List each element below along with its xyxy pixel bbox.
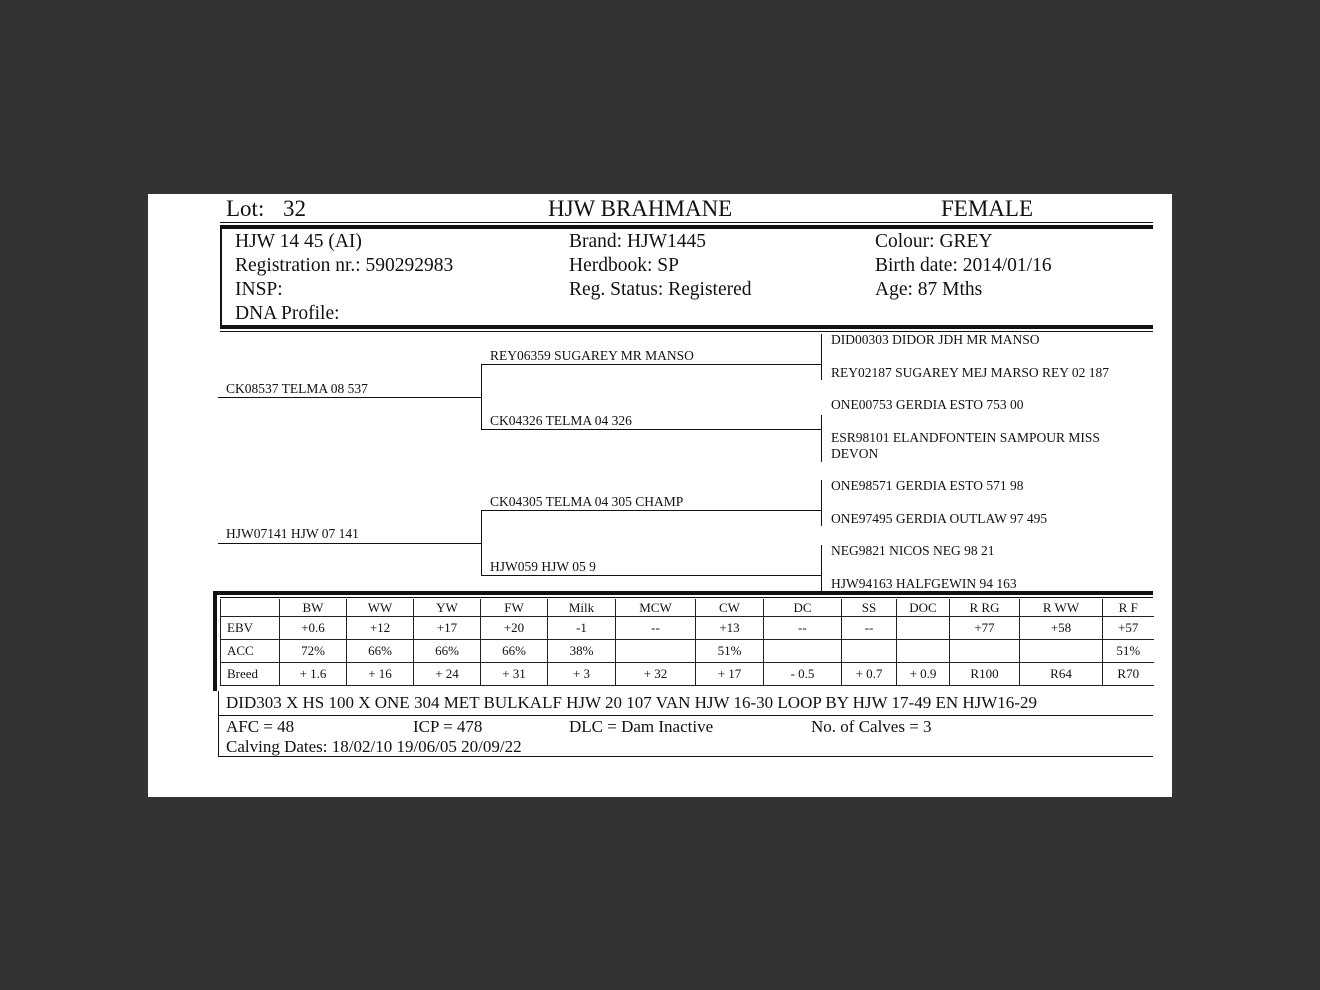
dlc-field: DLC = Dam Inactive bbox=[569, 717, 714, 736]
dam-name: HJW07141 HJW 07 141 bbox=[226, 526, 359, 541]
ebv-cell: + 16 bbox=[347, 663, 414, 686]
ped-line-ss bbox=[481, 364, 821, 365]
remarks-rule bbox=[218, 715, 1153, 716]
reg-status-field: Reg. Status: Registered bbox=[569, 279, 752, 300]
ped-line-dd bbox=[481, 575, 821, 576]
ebv-row bbox=[221, 617, 1154, 640]
info-rule-thick bbox=[220, 325, 1153, 329]
ebv-cell: +57 bbox=[1103, 617, 1154, 640]
dam-dam-name: HJW059 HJW 05 9 bbox=[490, 559, 596, 574]
ebv-cell: 66% bbox=[481, 640, 548, 663]
ebv-cell: +13 bbox=[696, 617, 764, 640]
dam-sire-name: CK04305 TELMA 04 305 CHAMP bbox=[490, 494, 684, 509]
sire-dam-name: CK04326 TELMA 04 326 bbox=[490, 413, 632, 428]
ebv-cell bbox=[842, 640, 897, 663]
ebv-cell: EBV bbox=[221, 617, 280, 640]
ebv-header-cell: R WW bbox=[1020, 599, 1103, 617]
ebv-cell bbox=[616, 640, 696, 663]
ebv-cell: ACC bbox=[221, 640, 280, 663]
herdbook-field: Herdbook: SP bbox=[569, 255, 679, 276]
ebv-header-row bbox=[221, 599, 1154, 617]
ped-bracket-sire bbox=[481, 364, 482, 430]
ebv-cell: + 24 bbox=[414, 663, 481, 686]
lot-label: Lot: bbox=[226, 196, 265, 221]
ebv-cell: +0.6 bbox=[280, 617, 347, 640]
ped-line-sire bbox=[218, 397, 481, 398]
ebv-cell: + 0.9 bbox=[897, 663, 950, 686]
ebv-header-cell: R F bbox=[1103, 599, 1154, 617]
ebv-cell bbox=[897, 640, 950, 663]
ebv-row bbox=[221, 640, 1154, 663]
ebv-cell: R70 bbox=[1103, 663, 1154, 686]
ebv-cell: 66% bbox=[347, 640, 414, 663]
ebv-left-border bbox=[213, 591, 217, 691]
ebv-rule-thin bbox=[220, 597, 1153, 598]
age-field: Age: 87 Mths bbox=[875, 279, 983, 300]
ebv-cell: 51% bbox=[696, 640, 764, 663]
ebv-cell: -1 bbox=[548, 617, 616, 640]
ped-line-ds bbox=[481, 510, 821, 511]
calves-field: No. of Calves = 3 bbox=[811, 717, 932, 736]
ebv-header-cell: WW bbox=[347, 599, 414, 617]
header-rule-thin bbox=[220, 222, 1153, 223]
ebv-header-cell: Milk bbox=[548, 599, 616, 617]
ped-line-sd bbox=[481, 429, 821, 430]
footer-rule bbox=[218, 756, 1153, 757]
ebv-cell: 38% bbox=[548, 640, 616, 663]
icp-field: ICP = 478 bbox=[413, 717, 483, 736]
ebv-header-cell: BW bbox=[280, 599, 347, 617]
ebv-cell: -- bbox=[842, 617, 897, 640]
ebv-cell bbox=[950, 640, 1020, 663]
ebv-body bbox=[221, 599, 1154, 686]
ebv-cell: + 32 bbox=[616, 663, 696, 686]
ebv-header-cell: FW bbox=[481, 599, 548, 617]
ebv-cell: + 1.6 bbox=[280, 663, 347, 686]
ebv-cell: -- bbox=[764, 617, 842, 640]
ebv-cell bbox=[897, 617, 950, 640]
header-rule-thick bbox=[220, 225, 1153, 229]
ebv-cell: -- bbox=[616, 617, 696, 640]
ebv-header-cell bbox=[221, 599, 280, 617]
animal-name: HJW BRAHMANE bbox=[548, 196, 733, 221]
sire-name: CK08537 TELMA 08 537 bbox=[226, 381, 368, 396]
ggp-8: HJW94163 HALFGEWIN 94 163 bbox=[831, 576, 1017, 591]
ebv-header-cell: R RG bbox=[950, 599, 1020, 617]
animal-id: HJW 14 45 (AI) bbox=[235, 231, 362, 252]
ebv-cell: 72% bbox=[280, 640, 347, 663]
ggp-7: NEG9821 NICOS NEG 98 21 bbox=[831, 543, 995, 558]
ebv-cell: 66% bbox=[414, 640, 481, 663]
ggp-2: REY02187 SUGAREY MEJ MARSO REY 02 187 bbox=[831, 365, 1110, 380]
ebv-cell: R64 bbox=[1020, 663, 1103, 686]
ebv-cell bbox=[1020, 640, 1103, 663]
ebv-cell: + 17 bbox=[696, 663, 764, 686]
info-left-border bbox=[220, 228, 222, 328]
ebv-header-cell: DC bbox=[764, 599, 842, 617]
ped-bracket-sd bbox=[821, 415, 822, 462]
afc-field: AFC = 48 bbox=[226, 717, 295, 736]
ggp-5: ONE98571 GERDIA ESTO 571 98 bbox=[831, 478, 1024, 493]
ggp-1: DID00303 DIDOR JDH MR MANSO bbox=[831, 332, 1040, 347]
ped-bracket-ds bbox=[821, 480, 822, 526]
registration-number: Registration nr.: 590292983 bbox=[235, 255, 454, 276]
calving-dates: Calving Dates: 18/02/10 19/06/05 20/09/22 bbox=[226, 737, 522, 756]
remarks-line: DID303 X HS 100 X ONE 304 MET BULKALF HJW 20 107 VAN HJW 16-30 LOOP BY HJW 17-49 EN HJW16-29 bbox=[226, 693, 1037, 712]
ebv-cell: 51% bbox=[1103, 640, 1154, 663]
ggp-4-cont: DEVON bbox=[831, 446, 879, 461]
ped-bracket-ss bbox=[821, 334, 822, 380]
ebv-cell: + 31 bbox=[481, 663, 548, 686]
ebv-cell: + 0.7 bbox=[842, 663, 897, 686]
ebv-header-cell: CW bbox=[696, 599, 764, 617]
ggp-6: ONE97495 GERDIA OUTLAW 97 495 bbox=[831, 511, 1048, 526]
insp-field: INSP: bbox=[235, 279, 283, 300]
ebv-cell: + 3 bbox=[548, 663, 616, 686]
ped-bracket-dd bbox=[821, 545, 822, 592]
ebv-cell: +12 bbox=[347, 617, 414, 640]
ebv-cell: R100 bbox=[950, 663, 1020, 686]
ebv-cell: +20 bbox=[481, 617, 548, 640]
ebv-header-cell: MCW bbox=[616, 599, 696, 617]
ped-bracket-dam bbox=[481, 510, 482, 575]
ebv-header-cell: DOC bbox=[897, 599, 950, 617]
ebv-cell: +58 bbox=[1020, 617, 1103, 640]
ebv-cell bbox=[764, 640, 842, 663]
animal-sex: FEMALE bbox=[941, 196, 1033, 221]
ebv-cell: +77 bbox=[950, 617, 1020, 640]
colour-field: Colour: GREY bbox=[875, 231, 993, 252]
ebv-cell: - 0.5 bbox=[764, 663, 842, 686]
ebv-header-cell: SS bbox=[842, 599, 897, 617]
sire-sire-name: REY06359 SUGAREY MR MANSO bbox=[490, 348, 694, 363]
ebv-header-cell: YW bbox=[414, 599, 481, 617]
ebv-cell: +17 bbox=[414, 617, 481, 640]
footer-left-border bbox=[218, 691, 219, 757]
ggp-4: ESR98101 ELANDFONTEIN SAMPOUR MISS bbox=[831, 430, 1100, 445]
ebv-rule-thick bbox=[213, 591, 1153, 595]
ebv-cell: Breed bbox=[221, 663, 280, 686]
ggp-3: ONE00753 GERDIA ESTO 753 00 bbox=[831, 397, 1024, 412]
catalogue-sheet bbox=[148, 194, 1172, 797]
lot-number: 32 bbox=[283, 196, 306, 221]
ebv-table bbox=[220, 599, 1154, 686]
dna-profile: DNA Profile: bbox=[235, 303, 340, 324]
ebv-row bbox=[221, 663, 1154, 686]
birth-date-field: Birth date: 2014/01/16 bbox=[875, 255, 1052, 276]
ped-line-dam bbox=[218, 543, 481, 544]
brand-field: Brand: HJW1445 bbox=[569, 231, 707, 252]
